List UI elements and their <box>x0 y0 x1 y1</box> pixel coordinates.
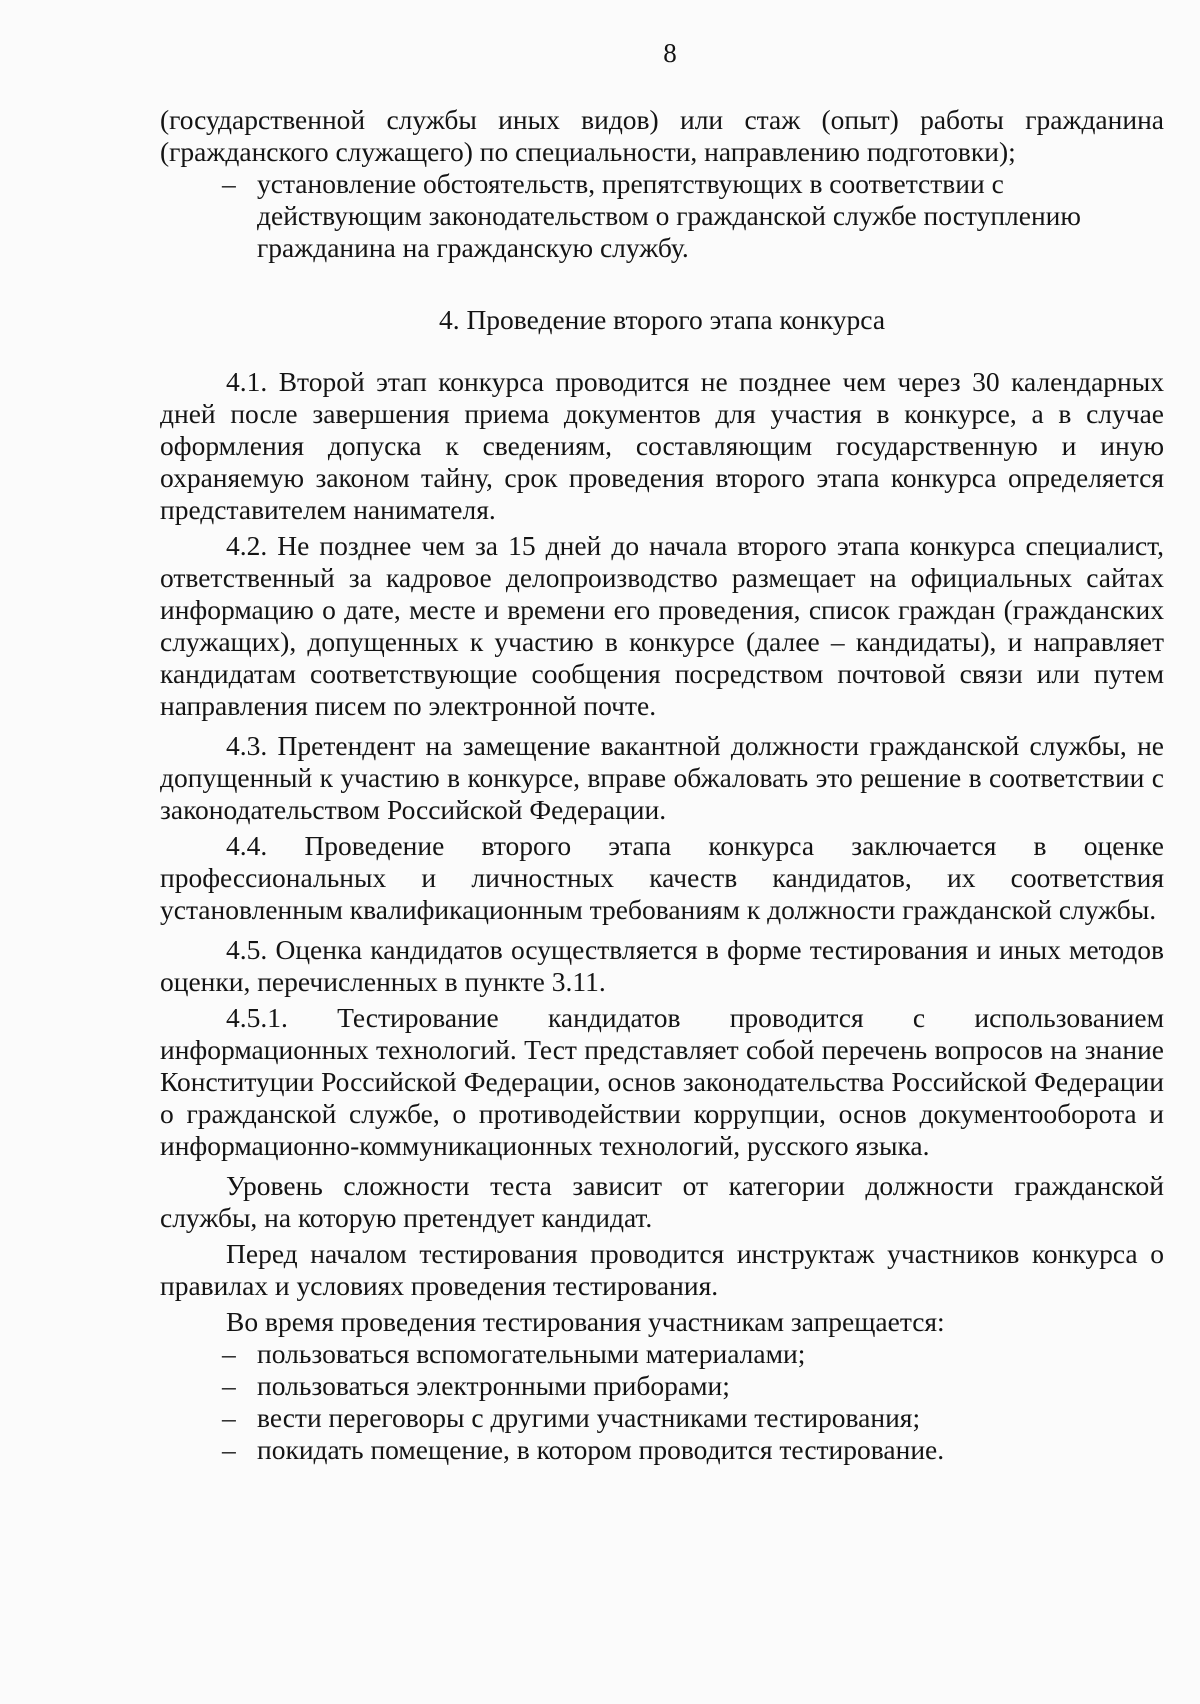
prohibition-item <box>160 1370 1164 1402</box>
dash-marker: – <box>222 1434 236 1465</box>
page-number: 8 <box>663 38 677 68</box>
paragraph-4-2: 4.2. Не позднее чем за 15 дней до начала второго этапа конкурса специалист, ответственный за кадровое делопроизводство размещает на официальных сайтах информацию о дате, месте и времени его проведения, список граждан (гражданских служащих), допущенных к участию в конкурсе (далее – кандидаты), и направляет кандидатам соответствующие сообщения посредством почтовой связи или путем направления писем по электронной почте. <box>160 530 1164 721</box>
paragraph-4-4: 4.4. Проведение второго этапа конкурса заключается в оценке профессиональных и личностных качеств кандидатов, их соответствия установленным квалификационным требованиям к должности гражданской службы. <box>160 830 1164 925</box>
paragraph-4-5: 4.5. Оценка кандидатов осуществляется в форме тестирования и иных методов оценки, перечисленных в пункте 3.11. <box>160 934 1164 997</box>
dash-marker: – <box>222 168 236 199</box>
paragraph-instruction: Перед началом тестирования проводится инструктаж участников конкурса о правилах и условиях проведения тестирования. <box>160 1238 1164 1301</box>
prohibition-text: вести переговоры с другими участниками тестирования; <box>257 1402 921 1433</box>
prohibition-item <box>160 1434 1164 1466</box>
dash-marker: – <box>222 1402 236 1433</box>
prohibition-text: пользоваться электронными приборами; <box>257 1370 730 1401</box>
prohibition-item <box>160 1338 1164 1370</box>
paragraph-test-complexity: Уровень сложности теста зависит от категории должности гражданской службы, на которую претендует кандидат. <box>160 1170 1164 1233</box>
dash-marker: – <box>222 1370 236 1401</box>
paragraph-4-3: 4.3. Претендент на замещение вакантной должности гражданской службы, не допущенный к участию в конкурсе, вправе обжаловать это решение в соответствии с законодательством Российской Федерации. <box>160 730 1164 825</box>
dash-marker: – <box>222 1338 236 1369</box>
document-body <box>160 104 1164 1466</box>
paragraph-4-1: 4.1. Второй этап конкурса проводится не позднее чем через 30 календарных дней после завершения приема документов для участия в конкурсе, а в случае оформления допуска к сведениям, составляющим государственную и иную охраняемую законом тайну, срок проведения второго этапа конкурса определяется представителем нанимателя. <box>160 366 1164 525</box>
prohibition-item <box>160 1402 1164 1434</box>
intro-bullet-text: установление обстоятельств, препятствующих в соответствии с действующим законодательством о гражданской службе поступлению гражданина на гражданскую службу. <box>257 168 1081 263</box>
intro-continuation: (государственной службы иных видов) или стаж (опыт) работы гражданина (гражданского служащего) по специальности, направлению подготовки); <box>160 104 1164 167</box>
prohibition-text: пользоваться вспомогательными материалами; <box>257 1338 806 1369</box>
section-title: 4. Проведение второго этапа конкурса <box>438 304 886 335</box>
paragraph-prohibited-intro: Во время проведения тестирования участникам запрещается: <box>226 1306 945 1337</box>
paragraph-4-5-1: 4.5.1. Тестирование кандидатов проводится с использованием информационных технологий. Тест представляет собой перечень вопросов на знание Конституции Российской Федерации, основ законодательства Российской Федерации о гражданской службе, о противодействии коррупции, основ документооборота и информационно-коммуникационных технологий, русского языка. <box>160 1002 1164 1161</box>
prohibition-text: покидать помещение, в котором проводится тестирование. <box>257 1434 945 1465</box>
intro-bullet <box>160 168 1164 264</box>
